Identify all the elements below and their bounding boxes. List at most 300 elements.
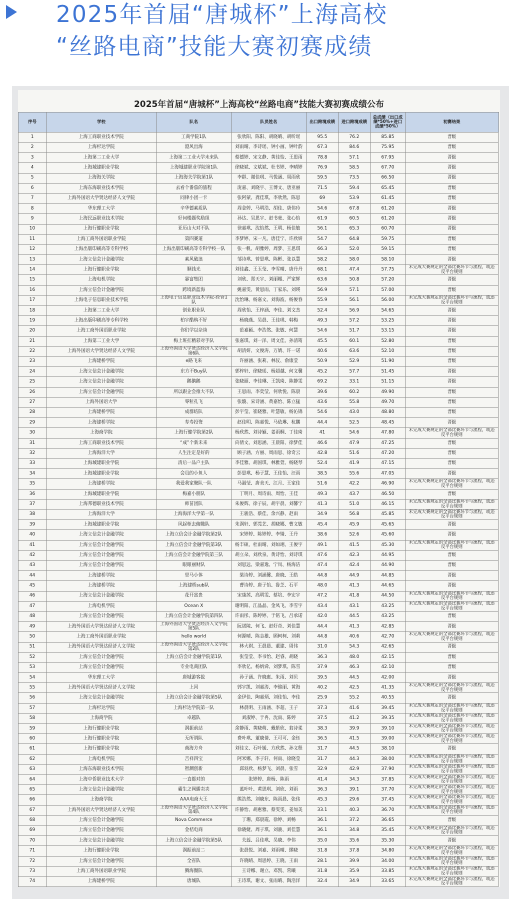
cell-members: 杨丰硕、杜雨晴、刘如翊、王俊宇	[232, 540, 307, 550]
cell-export: 71.5	[307, 183, 339, 193]
cell-export: 38.6	[307, 530, 339, 540]
cell-total: 45.85	[371, 510, 406, 520]
table-row	[19, 744, 500, 754]
cell-result: 未完成大赛规定的全部比赛环节与流程，或违反平台规则	[406, 703, 499, 713]
cell-no: 61	[19, 744, 47, 754]
cell-no: 40	[19, 530, 47, 540]
cell-members: 张晨悦、刘嘉、刘雨晴、缪晓	[232, 846, 307, 856]
table-row	[19, 693, 500, 703]
cell-no: 71	[19, 846, 47, 856]
table-row	[19, 561, 500, 571]
cell-import: 67.8	[339, 204, 371, 214]
cell-school: 上海外国语大学贤达经济人文学院	[47, 683, 157, 693]
cell-result: 晋级	[406, 469, 499, 479]
table-row	[19, 520, 500, 530]
cell-export: 44.4	[307, 622, 339, 632]
cell-result: 晋级	[406, 367, 499, 377]
cell-import: 59.4	[339, 183, 371, 193]
cell-export: 43.4	[307, 601, 339, 611]
cell-result: 未完成大赛规定的全部比赛环节与流程，或违反平台规则	[406, 775, 499, 785]
cell-import: 47.4	[339, 265, 371, 275]
cell-result: 晋级	[406, 163, 499, 173]
cell-result: 晋级	[406, 326, 499, 336]
post-title-line-1: 2025年首届“唐城杯”上海高校	[56, 2, 388, 28]
table-row	[19, 398, 500, 408]
cell-export: 54.6	[307, 204, 339, 214]
cell-result: 晋级	[406, 520, 499, 530]
cell-result: 未完成大赛规定的全部比赛环节与流程，或违反平台规则	[406, 867, 499, 877]
cell-team: 东方不Buy队	[157, 367, 232, 377]
cell-total: 46.90	[371, 479, 406, 489]
cell-school: 上海行健职业学院	[47, 224, 157, 234]
cell-import: 51.0	[339, 500, 371, 510]
cell-school: 上海立信会计金融学院	[47, 652, 157, 662]
cell-school: 上海立信会计金融学院	[47, 836, 157, 846]
cell-total: 65.45	[371, 183, 406, 193]
cell-members: 孙达、吴思宇、赵书豪、张心怡	[232, 214, 307, 224]
cell-school: 上海商学院	[47, 428, 157, 438]
cell-export: 42.0	[307, 612, 339, 622]
cell-team: 上海立信会计金融学院第5队	[157, 693, 232, 703]
cell-total: 59.75	[371, 234, 406, 244]
cell-members: 邹诗琪、曾思琪、陈彬、张以慧	[232, 255, 307, 265]
cell-import: 50.8	[339, 275, 371, 285]
cell-export: 40.2	[307, 683, 339, 693]
cell-result: 晋级	[406, 530, 499, 540]
cell-no: 68	[19, 816, 47, 826]
cell-import: 40.6	[339, 632, 371, 642]
cell-members: 周金婷、马明浩、胡佳、唐伟玲	[232, 204, 307, 214]
cell-no: 49	[19, 622, 47, 632]
cell-result: 晋级	[406, 306, 499, 316]
cell-no: 29	[19, 418, 47, 428]
cell-members: 徐嘉琪、沈怡然、王明、杨佳敏	[232, 224, 307, 234]
cell-import: 60.5	[339, 214, 371, 224]
cell-total: 57.20	[371, 275, 406, 285]
cell-result: 晋级	[406, 581, 499, 591]
cell-result: 未完成大赛规定的全部比赛环节与流程，或违反平台规则	[406, 785, 499, 795]
cell-import: 37.8	[339, 846, 371, 856]
cell-result: 晋级	[406, 744, 499, 754]
cell-team: 所以跟企会推大不队	[157, 387, 232, 397]
cell-school: 上海工商职业技术学院	[47, 133, 157, 143]
cell-result: 晋级	[406, 408, 499, 418]
cell-import: 47.9	[339, 438, 371, 448]
cell-result: 未完成大赛规定的全部比赛环节与流程，或违反平台规则	[406, 714, 499, 724]
cell-result: 晋级	[406, 571, 499, 581]
cell-members: 谢明阳、江晶晶、金凤飞、李雪宇	[232, 601, 307, 611]
cell-result: 未完成大赛规定的全部比赛环节与流程，或违反平台规则	[406, 877, 499, 887]
cell-no: 59	[19, 724, 47, 734]
cell-result: 晋级	[406, 173, 499, 183]
cell-school: 上海外国语大学贤达经济人文学院	[47, 642, 157, 652]
cell-result: 未完成大赛规定的全部比赛环节与流程，或违反平台规则	[406, 683, 499, 693]
cell-school: 上海城建职业学院	[47, 459, 157, 469]
cell-no: 10	[19, 224, 47, 234]
table-row	[19, 540, 500, 550]
cell-import: 34.3	[339, 775, 371, 785]
cell-total: 36.65	[371, 816, 406, 826]
cell-import: 51.6	[339, 449, 371, 459]
cell-team: 卓越队	[157, 714, 232, 724]
cell-result: 未完成大赛规定的全部比赛环节与流程，或违反平台规则	[406, 601, 499, 611]
cell-total: 33.85	[371, 867, 406, 877]
cell-import: 52.9	[339, 357, 371, 367]
cell-export: 51.6	[307, 479, 339, 489]
cell-team: hello world	[157, 632, 232, 642]
cell-school: 上海行健职业学院	[47, 734, 157, 744]
cell-no: 45	[19, 581, 47, 591]
cell-result: 晋级	[406, 652, 499, 662]
cell-no: 34	[19, 469, 47, 479]
sheet-title: 2025年首届“唐城杯”上海高校“丝路电商”技能大赛初赛成绩公布	[133, 99, 384, 110]
cell-result: 晋级	[406, 387, 499, 397]
cell-members: 徐晓婕、周子琪、刘骏、刘佳慧	[232, 826, 307, 836]
cell-school: 上海建桥学院	[47, 877, 157, 887]
cell-export: 47.4	[307, 561, 339, 571]
cell-no: 28	[19, 408, 47, 418]
cell-result: 未完成大赛规定的全部比赛环节与流程，或违反平台规则	[406, 510, 499, 520]
cell-team: 风起柜去俯瞰队	[157, 520, 232, 530]
header-team: 队名	[157, 113, 232, 133]
cell-export: 28.1	[307, 856, 339, 866]
cell-school: 上海海关学院	[47, 173, 157, 183]
cell-import: 57.1	[339, 153, 371, 163]
cell-team: 腾海圈队	[157, 867, 232, 877]
cell-members: 刘佳鑫、王玉莹、李雪晴、唐丹丹	[232, 265, 307, 275]
cell-import: 76.2	[339, 133, 371, 143]
cell-result: 晋级	[406, 418, 499, 428]
header-import-score: 进口跨境成绩	[339, 113, 371, 133]
cell-school: 上海商学院	[47, 714, 157, 724]
cell-export: 58.2	[307, 255, 339, 265]
cell-members: 丁珊、郑晨霞、徐婷、刘畅	[232, 816, 307, 826]
cell-members: 郭梓轩、徐晓瑶、杨超越、何文馨	[232, 367, 307, 377]
cell-team: 无所谓队	[157, 734, 232, 744]
cell-no: 44	[19, 571, 47, 581]
cell-result: 未完成大赛规定的全部比赛环节与流程，或违反平台规则	[406, 765, 499, 775]
cell-no: 66	[19, 795, 47, 805]
cell-no: 17	[19, 296, 47, 306]
cell-total: 52.80	[371, 336, 406, 346]
cell-total: 46.15	[371, 500, 406, 510]
cell-result: 晋级	[406, 612, 499, 622]
cell-members: 李梦婷、宋一凡、唐佳宁、许欣妍	[232, 234, 307, 244]
cell-no: 22	[19, 347, 47, 357]
cell-result: 晋级	[406, 398, 499, 408]
cell-export: 43.6	[307, 398, 339, 408]
cell-total: 44.85	[371, 571, 406, 581]
table-row	[19, 418, 500, 428]
cell-import: 56.1	[339, 296, 371, 306]
cell-import: 43.0	[339, 408, 371, 418]
cell-school: 上海行健职业学院	[47, 846, 157, 856]
cell-members: 丁明月、周诗雨、周怡、王佳	[232, 489, 307, 499]
cell-total: 53.15	[371, 326, 406, 336]
cell-total: 39.45	[371, 703, 406, 713]
cell-members: 马淑莹、唐美天、江月、王家佳	[232, 479, 307, 489]
cell-school: 上海外国语大学贤达经济人文学院	[47, 347, 157, 357]
cell-school: 上海海洋大学	[47, 449, 157, 459]
cell-no: 35	[19, 479, 47, 489]
cell-total: 45.60	[371, 530, 406, 540]
cell-school: 上海建桥学院	[47, 357, 157, 367]
cell-team: 澄风出海	[157, 143, 232, 153]
cell-export: 45.5	[307, 336, 339, 346]
cell-team: 梅嘉小朋队	[157, 489, 232, 499]
cell-import: 56.9	[339, 306, 371, 316]
cell-no: 38	[19, 510, 47, 520]
table-row	[19, 703, 500, 713]
cell-school: 上海第二工业大学	[47, 336, 157, 346]
cell-team: 会员的小鱼人	[157, 469, 232, 479]
cell-export: 67.3	[307, 143, 339, 153]
cell-members: 胡清妍、文俊涛、万婧、许一诺	[232, 347, 307, 357]
cell-members: 赵佳明、陈嘉悦、马依琳、杭鹏	[232, 418, 307, 428]
cell-school: 上海出版印刷高等专科学校	[47, 316, 157, 326]
cell-import: 55.8	[339, 398, 371, 408]
cell-team: 鹅鹅鹅	[157, 377, 232, 387]
cell-team: 专业电商团队	[157, 663, 232, 673]
cell-team: 你们学以杂谈	[157, 326, 232, 336]
cell-export: 41	[307, 428, 339, 438]
cell-import: 44.3	[339, 754, 371, 764]
cell-result: 晋级	[406, 204, 499, 214]
cell-export: 37.9	[307, 663, 339, 673]
cell-no: 3	[19, 153, 47, 163]
cell-export: 37.3	[307, 703, 339, 713]
cell-result: 未完成大赛规定的全部比赛环节与流程，或违反平台规则	[406, 734, 499, 744]
cell-total: 51.15	[371, 377, 406, 387]
cell-export: 45.3	[307, 795, 339, 805]
cell-team: 寿寿投资	[157, 418, 232, 428]
cell-no: 21	[19, 336, 47, 346]
cell-import: 44.5	[339, 612, 371, 622]
cell-no: 53	[19, 663, 47, 673]
cell-members: 范嘉颖、李浩然、张敏、何慧	[232, 326, 307, 336]
cell-export: 95.5	[307, 133, 339, 143]
cell-result: 晋级	[406, 449, 499, 459]
results-photo[interactable]	[12, 86, 509, 899]
cell-school: 华东理工大学	[47, 673, 157, 683]
cell-result: 晋级	[406, 234, 499, 244]
table-row	[19, 795, 500, 805]
cell-import: 34.8	[339, 826, 371, 836]
cell-result: 晋级	[406, 438, 499, 448]
cell-no: 67	[19, 805, 47, 815]
cell-team: 上海立信会计金融学院第四队	[157, 612, 232, 622]
cell-no: 23	[19, 357, 47, 367]
cell-no: 16	[19, 285, 47, 295]
cell-export: 32.9	[307, 765, 339, 775]
cell-import: 37.2	[339, 816, 371, 826]
cell-members: 周欣怡、王梓涵、李佳、刘文杰	[232, 306, 307, 316]
cell-school: 上海工商外国语职业学院	[47, 632, 157, 642]
cell-members: 李群、谢佳琪、马悦涵、周雨欣	[232, 173, 307, 183]
cell-school: 上海城建职业学院	[47, 163, 157, 173]
table-row	[19, 571, 500, 581]
cell-result: 晋级	[406, 255, 499, 265]
cell-export: 36.5	[307, 734, 339, 744]
table-row	[19, 805, 500, 815]
cell-export: 34.9	[307, 510, 339, 520]
cell-school: 上海民远职业技术学院	[47, 214, 157, 224]
cell-export: 54.6	[307, 408, 339, 418]
cell-total: 34.80	[371, 846, 406, 856]
cell-total: 66.50	[371, 173, 406, 183]
cell-team: 上海立信会计金融学院第5队	[157, 836, 232, 846]
cell-import: 41.6	[339, 703, 371, 713]
cell-total: 67.95	[371, 153, 406, 163]
cell-import: 52.0	[339, 245, 371, 255]
cell-export: 41.3	[307, 500, 339, 510]
header-school: 学校	[47, 113, 157, 133]
cell-export: 76.9	[307, 163, 339, 173]
table-row	[19, 387, 500, 397]
cell-import: 40.3	[339, 805, 371, 815]
cell-team: 人生注定是好的	[157, 449, 232, 459]
cell-import: 39.1	[339, 785, 371, 795]
cell-total: 61.20	[371, 204, 406, 214]
cell-members: 王骏浩、蔡佳、余兴静、赵雨	[232, 510, 307, 520]
cell-members: 刘思远、梁嘉逸、宁岚、杨海洁	[232, 561, 307, 571]
cell-import: 43.7	[339, 489, 371, 499]
cell-no: 60	[19, 734, 47, 744]
table-row	[19, 601, 500, 611]
cell-result: 晋级	[406, 551, 499, 561]
table-row	[19, 224, 500, 234]
cell-total: 52.10	[371, 347, 406, 357]
cell-team: 上河	[157, 683, 232, 693]
cell-result: 晋级	[406, 153, 499, 163]
cell-team: 上海城建职业学院第1队	[157, 163, 232, 173]
table-row	[19, 652, 500, 662]
table-row	[19, 428, 500, 438]
cell-team: 零粒孔飞	[157, 398, 232, 408]
cell-total: 67.70	[371, 163, 406, 173]
cell-export: 49.3	[307, 316, 339, 326]
cell-no: 15	[19, 275, 47, 285]
cell-school: 上海电子信息职业技术学院	[47, 296, 157, 306]
cell-result: 晋级	[406, 816, 499, 826]
cell-export: 37.5	[307, 714, 339, 724]
cell-total: 34.00	[371, 856, 406, 866]
cell-members: 朱俊辉、徐子辰、胡宇晨、刘馨宁	[232, 500, 307, 510]
cell-total: 54.65	[371, 306, 406, 316]
cell-export: 31.7	[307, 744, 339, 754]
cell-team: 去看个番茄的旅程	[157, 183, 232, 193]
cell-school: 上海建桥学院	[47, 581, 157, 591]
cell-no: 25	[19, 377, 47, 387]
cell-export: 49.3	[307, 489, 339, 499]
cell-school: 上海东海职业技术学院	[47, 183, 157, 193]
table-row	[19, 846, 500, 856]
cell-total: 35.45	[371, 826, 406, 836]
cell-result: 未完成大赛规定的全部比赛环节与流程，或违反平台规则	[406, 591, 499, 601]
cell-team: e路飞来	[157, 357, 232, 367]
table-row	[19, 306, 500, 316]
cell-import: 84.6	[339, 143, 371, 153]
cell-team: 花开富贵	[157, 591, 232, 601]
cell-total: 57.00	[371, 285, 406, 295]
cell-members: 姚嘉雯、黄思雨、丁家乐、刘瑛	[232, 285, 307, 295]
cell-members: 余静雨、黄晓萌、戴紫欣、翁诗柔	[232, 724, 307, 734]
cell-members: 张莹莹、李书怡、赵睿、胡晓	[232, 652, 307, 662]
cell-school: 上海工商外国语职业学院	[47, 234, 157, 244]
cell-team: 眼眼丽财队	[157, 561, 232, 571]
cell-no: 62	[19, 754, 47, 764]
cell-members: 刘淑婷、于冉、沈雨、陈婷	[232, 714, 307, 724]
cell-total: 47.20	[371, 449, 406, 459]
cell-no: 36	[19, 489, 47, 499]
cell-no: 46	[19, 591, 47, 601]
cell-total: 48.45	[371, 418, 406, 428]
cell-no: 31	[19, 438, 47, 448]
cell-members: 曹诗婷、唐子怡、鲁芝、石平	[232, 581, 307, 591]
cell-members: 顾子涵、方丽、周雨思、徐奇云	[232, 449, 307, 459]
table-row	[19, 877, 500, 887]
cell-no: 42	[19, 551, 47, 561]
cell-export: 31.0	[307, 642, 339, 652]
cell-result: 未完成大赛规定的全部比赛环节与流程，或违反平台规则	[406, 754, 499, 764]
cell-import: 41.3	[339, 622, 371, 632]
cell-team: 唐城游客拔	[157, 673, 232, 683]
cell-members: 张欣阳、陈阳、胡晓晴、胡昕瑶	[232, 133, 307, 143]
cell-members: 林大祺、王晨晨、董建、周伟	[232, 642, 307, 652]
cell-team: 润振前站	[157, 724, 232, 734]
cell-import: 44.9	[339, 571, 371, 581]
cell-no: 32	[19, 449, 47, 459]
table-row	[19, 265, 500, 275]
header-export-score: 出口跨境成绩	[307, 113, 339, 133]
cell-total: 58.10	[371, 255, 406, 265]
cell-no: 41	[19, 540, 47, 550]
cell-export: 36.3	[307, 652, 339, 662]
cell-export: 25.9	[307, 693, 339, 703]
table-row	[19, 867, 500, 877]
cell-result: 晋级	[406, 275, 499, 285]
table-row	[19, 377, 500, 387]
cell-result: 晋级	[406, 194, 499, 204]
cell-members: 林晨明、王雨涵、李超、王子	[232, 703, 307, 713]
cell-result: 未完成大赛规定的全部比赛环节与流程，或违反平台规则	[406, 632, 499, 642]
table-row	[19, 347, 500, 357]
cell-total: 51.90	[371, 357, 406, 367]
cell-no: 37	[19, 500, 47, 510]
cell-export: 54.7	[307, 234, 339, 244]
cell-import: 42.3	[339, 551, 371, 561]
cell-result: 晋级	[406, 316, 499, 326]
cell-total: 48.80	[371, 408, 406, 418]
cell-import: 54.6	[339, 428, 371, 438]
cell-team: Nova Commerce	[157, 816, 232, 826]
cell-school: 上海杉达学院	[47, 143, 157, 153]
cell-import: 41.5	[339, 540, 371, 550]
cell-members: 张晓丽、李佳琳、王凯琦、陈静雯	[232, 377, 307, 387]
cell-no: 64	[19, 775, 47, 785]
cell-import: 41.8	[339, 591, 371, 601]
cell-export: 69.2	[307, 377, 339, 387]
cell-result: 未完成大赛规定的全部比赛环节与流程，或违反平台规则	[406, 724, 499, 734]
table-row	[19, 612, 500, 622]
cell-school: 上海立信会计金融学院	[47, 367, 157, 377]
cell-import: 60.2	[339, 387, 371, 397]
cell-members: 王诗娜、谢立、邓凯、常曦	[232, 867, 307, 877]
cell-total: 37.90	[371, 765, 406, 775]
cell-total: 42.15	[371, 652, 406, 662]
cell-members: 王诗琪、谢文、张雨晴、陶浩洋	[232, 877, 307, 887]
cell-import: 57.7	[339, 367, 371, 377]
